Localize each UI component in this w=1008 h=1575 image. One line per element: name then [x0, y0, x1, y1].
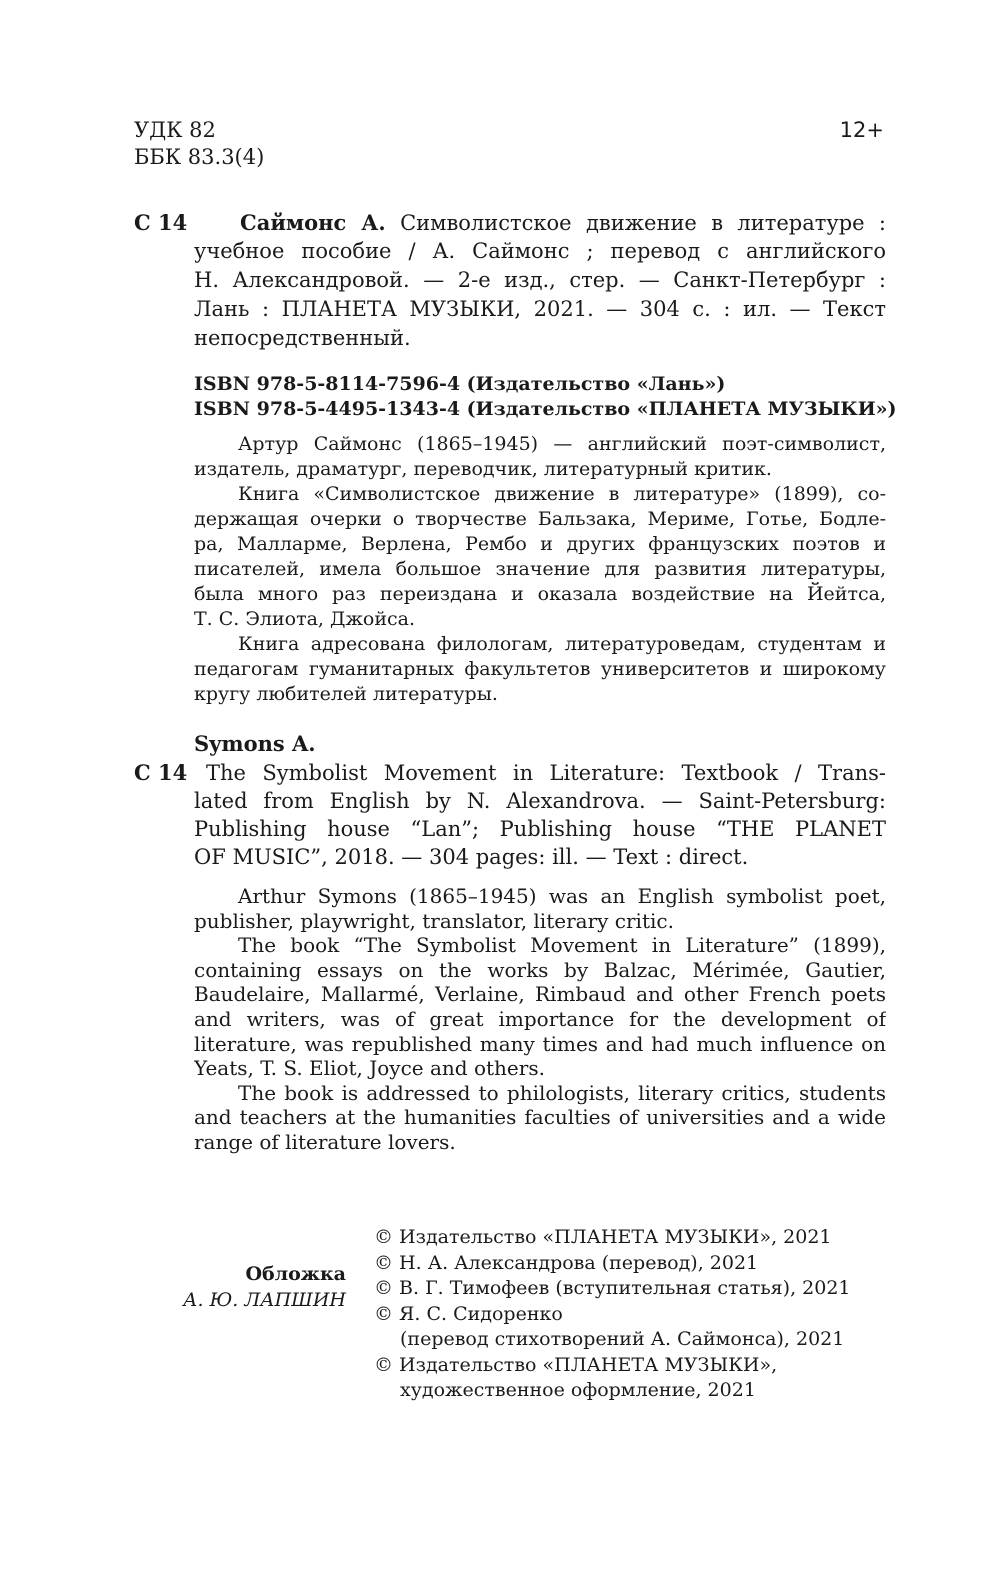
ru-entry-line: Саймонс А. Символистское движение в литературе :	[240, 210, 886, 235]
ru-entry-line: Лань : ПЛАНЕТА МУЗЫКИ, 2021. — 304 с. : ил. — Текст	[194, 297, 886, 321]
ru-abstract-line: Книга «Символистское движение в литературе» (1899), со-	[238, 483, 886, 505]
udk-code: УДК 82	[134, 118, 216, 142]
en-entry-line: lated from English by N. Alexandrova. — Saint-Petersburg:	[194, 789, 886, 813]
ru-abstract-line: издатель, драматург, переводчик, литературный критик.	[194, 458, 772, 480]
en-abstract-line: and writers, was of great importance for the development of	[194, 1006, 886, 1031]
copyright-line: © Издательство «ПЛАНЕТА МУЗЫКИ»,	[374, 1353, 778, 1376]
en-abstract-line: The book is addressed to philologists, literary critics, students	[238, 1080, 886, 1105]
classification-codes	[134, 117, 264, 171]
cover-credit	[183, 1261, 346, 1313]
ru-abstract-line: Книга адресована филологам, литературоведам, студентам и	[238, 633, 886, 655]
en-entry-line: The Symbolist Movement in Literature: Textbook / Trans-	[206, 761, 886, 785]
ru-entry-line: Н. Александровой. — 2-е изд., стер. — Санкт-Петербург :	[194, 268, 886, 292]
en-abstract-line: literature, was republished many times and had much influence on	[194, 1031, 886, 1056]
isbn-lan: ISBN 978-5-8114-7596-4 (Издательство «Лань»)	[194, 373, 726, 395]
en-abstract-line: Yeats, T. S. Eliot, Joyce and others.	[194, 1056, 545, 1081]
copyright-line: © Н. А. Александрова (перевод), 2021	[374, 1251, 759, 1274]
bbk-code: ББК 83.3(4)	[134, 145, 265, 169]
en-abstract-line: The book “The Symbolist Movement in Literature” (1899),	[238, 933, 886, 958]
en-entry-line: Publishing house “Lan”; Publishing house “THE PLANET	[194, 817, 886, 841]
ru-bibliographic-entry	[194, 208, 886, 353]
ru-abstract-line: держащая очерки о творчестве Бальзака, Мериме, Готье, Бодле-	[194, 508, 886, 530]
en-abstract-line: containing essays on the works by Balzac, Mérimée, Gautier,	[194, 957, 886, 982]
copyright-block	[374, 1225, 894, 1404]
isbn-planeta: ISBN 978-5-4495-1343-4 (Издательство «ПЛАНЕТА МУЗЫКИ»)	[194, 398, 897, 420]
en-abstract-line: Arthur Symons (1865–1945) was an English symbolist poet,	[238, 884, 886, 908]
ru-class-code: С 14	[134, 210, 188, 235]
en-author: Symons A.	[194, 731, 316, 756]
en-entry-line: OF MUSIC”, 2018. — 304 pages: ill. — Text : direct.	[194, 845, 749, 869]
ru-abstract-line: писателей, имела большое значение для развития литературы,	[194, 558, 886, 580]
ru-abstract-line: педагогам гуманитарных факультетов университетов и широкому	[194, 658, 886, 680]
ru-abstract-line: Артур Саймонс (1865–1945) — английский поэт-символист,	[238, 433, 886, 455]
en-abstract-line: publisher, playwright, translator, literary critic.	[194, 908, 674, 933]
cover-artist: А. Ю. ЛАПШИН	[183, 1289, 346, 1311]
cover-label: Обложка	[245, 1263, 346, 1285]
ru-author: Саймонс А.	[240, 210, 386, 235]
en-class-code: С 14	[134, 760, 188, 785]
ru-abstract-line: была много раз переиздана и оказала воздействие на Йейтса,	[194, 583, 886, 605]
en-abstract-line: and teachers at the humanities faculties of universities and a wide	[194, 1105, 886, 1130]
copyright-line: (перевод стихотворений А. Саймонса), 2021	[400, 1328, 845, 1350]
ru-abstract-line: кругу любителей литературы.	[194, 683, 498, 705]
ru-abstract-line: Т. С. Элиота, Джойса.	[194, 608, 416, 630]
en-bibliographic-entry	[194, 759, 886, 871]
age-rating: 12+	[839, 118, 884, 142]
ru-abstract-line: ра, Малларме, Верлена, Рембо и других французских поэтов и	[194, 533, 886, 555]
copyright-line: © Я. С. Сидоренко	[374, 1302, 563, 1325]
en-abstract-line: range of literature lovers.	[194, 1129, 456, 1154]
en-abstract-line: Baudelaire, Mallarmé, Verlaine, Rimbaud and other French poets	[194, 982, 886, 1007]
en-abstract	[194, 884, 886, 1155]
copyright-line: © В. Г. Тимофеев (вступительная статья), 2021	[374, 1277, 851, 1299]
ru-entry-line: учебное пособие / А. Саймонс ; перевод с английского	[194, 239, 886, 263]
ru-abstract	[194, 432, 886, 707]
copyright-line: художественное оформление, 2021	[400, 1379, 756, 1401]
copyright-line: © Издательство «ПЛАНЕТА МУЗЫКИ», 2021	[374, 1226, 832, 1248]
isbn-block	[194, 372, 897, 422]
ru-entry-line: непосредственный.	[194, 326, 411, 350]
